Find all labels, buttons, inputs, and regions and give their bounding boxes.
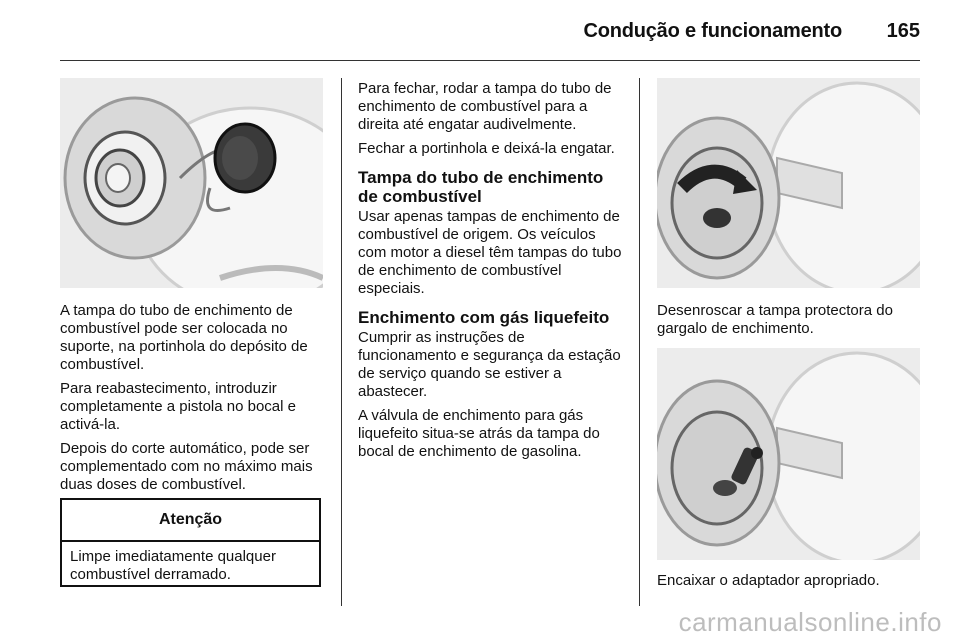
fuel-cap-holder-illustration: [60, 78, 323, 288]
warning-title: Atenção: [62, 500, 319, 542]
paragraph: Depois do corte automático, pode ser complementado com no máximo mais duas doses de combustível.: [60, 440, 313, 493]
paragraph: Fechar a portinhola e deixá-la engatar.: [358, 140, 615, 157]
paragraph: Cumprir as instruções de funcionamento e segurança da estação de serviço quando se estiver a abastecer.: [358, 329, 621, 400]
paragraph: Para reabastecimento, introduzir completamente a pistola no bocal e activá-la.: [60, 380, 296, 433]
column-divider-1: [341, 78, 342, 606]
paragraph: A válvula de enchimento para gás liquefeito situa-se atrás da tampa do bocal de enchimento de gasolina.: [358, 407, 600, 460]
warning-box: [60, 498, 321, 587]
column-1-text: [60, 302, 326, 500]
column-3-caption-2: [657, 572, 923, 596]
section-heading: Tampa do tubo de enchimento de combustível: [358, 168, 604, 206]
warning-text: Limpe imediatamente qualquer combustível derramado.: [70, 548, 276, 583]
page-number: 165: [886, 20, 920, 42]
paragraph: Usar apenas tampas de enchimento de combustível de origem. Os veículos com motor a diesel têm tampas do tubo de enchimento de combustível especiais.: [358, 208, 622, 297]
column-divider-2: [639, 78, 640, 606]
column-2-text: [358, 80, 626, 467]
figure-caption: Encaixar o adaptador apropriado.: [657, 572, 880, 589]
header-rule: [60, 60, 920, 61]
paragraph: A tampa do tubo de enchimento de combustível pode ser colocada no suporte, na portinhola do depósito de combustível.: [60, 302, 308, 373]
paragraph: Para fechar, rodar a tampa do tubo de enchimento de combustível para a direita até engatar audivelmente.: [358, 80, 612, 133]
fit-adapter-illustration: [657, 348, 920, 560]
page-header-title: Condução e funcionamento: [583, 20, 842, 42]
figure-caption: Desenroscar a tampa protectora do gargalo de enchimento.: [657, 302, 893, 337]
column-3-caption-1: [657, 302, 923, 344]
watermark: carmanualsonline.info: [678, 607, 942, 637]
unscrew-cap-illustration: [657, 78, 920, 288]
section-heading: Enchimento com gás liquefeito: [358, 308, 610, 327]
